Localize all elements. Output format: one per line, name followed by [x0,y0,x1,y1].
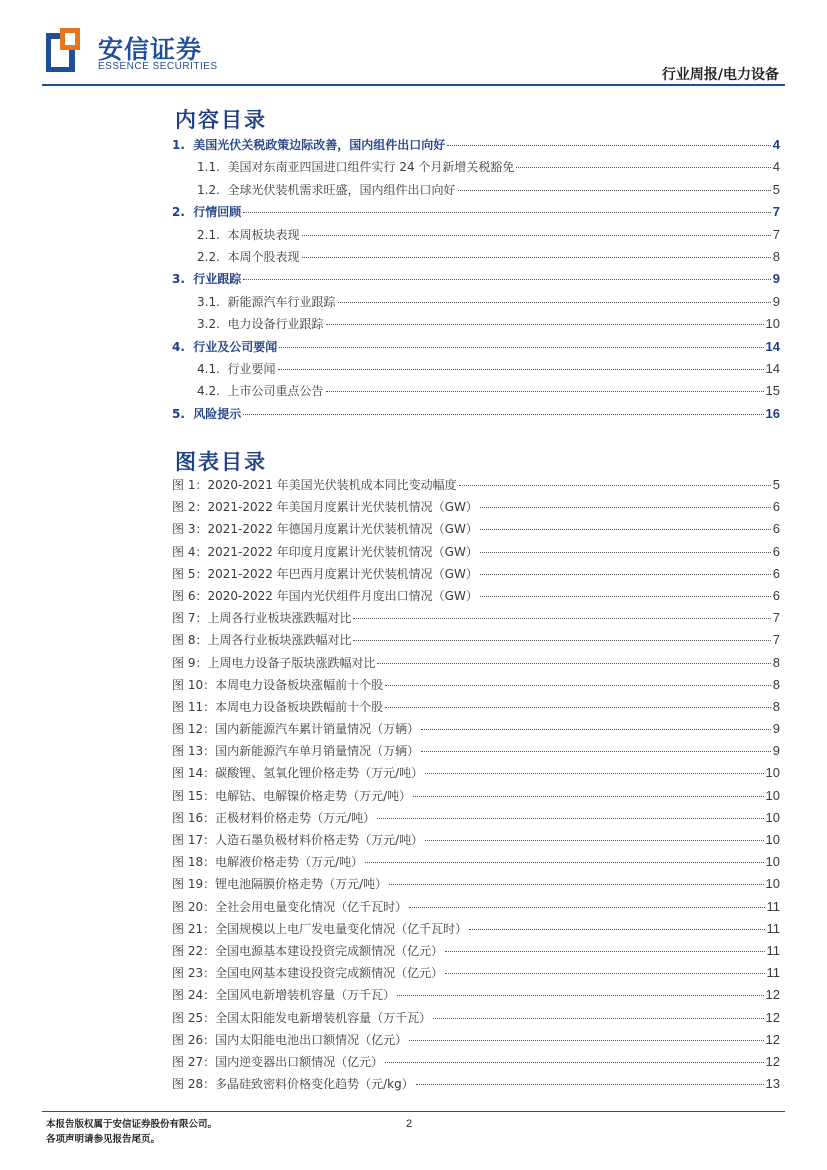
figure-entry-page: 10 [765,765,780,781]
dot-leader [326,391,764,392]
figure-entry-page: 13 [765,1076,780,1092]
figure-entry-label: 图 10： [172,677,216,692]
figure-entry-title: 2021-2022 年巴西月度累计光伏装机情况（GW） [207,566,478,581]
figure-entry[interactable] [172,764,780,786]
footer-copyright: 本报告版权属于安信证券股份有限公司。 [46,1119,218,1130]
toc-entry[interactable] [172,293,780,315]
dot-leader [480,596,771,597]
dot-leader [243,279,770,280]
dot-leader [409,1040,763,1041]
figure-entry-label: 图 23： [172,966,216,981]
figure-entry-page: 12 [765,1031,780,1047]
figure-entry-title: 电解钴、电解镍价格走势（万元/吨） [215,788,412,803]
toc-entry[interactable] [172,405,780,427]
logo-mark-icon [46,28,82,72]
figure-entry[interactable] [172,587,780,609]
figure-entry[interactable] [172,476,780,498]
dot-leader [243,414,763,415]
toc-entry-number: 3.1. [197,294,228,309]
toc-entry-number: 5. [172,406,194,421]
figure-entry-page: 10 [765,854,780,870]
figure-entry-label: 图 25： [172,1010,216,1025]
report-category: 行业周报/电力设备 [661,67,779,83]
figure-entry-page: 11 [766,942,780,958]
figure-entry[interactable] [172,875,780,897]
dot-leader [421,729,771,730]
dot-leader [385,707,771,708]
toc-entry-title: 行情回顾 [193,205,242,220]
figure-entry-label: 图 16： [172,810,216,825]
toc-entry-title: 全球光伏装机需求旺盛，国内组件出口向好 [227,182,456,197]
figure-entry-page: 7 [772,610,780,626]
toc-entry-page: 9 [772,293,780,309]
figure-entry-page: 10 [765,832,780,847]
figure-entry[interactable] [172,654,780,676]
figure-entry-label: 图 18： [172,855,216,870]
figure-entry-page: 5 [772,477,780,492]
toc-entry-page: 15 [765,383,780,399]
figure-entry-label: 图 20： [172,899,216,914]
dot-leader [389,884,763,885]
toc-entry-page: 8 [772,248,780,264]
figure-entry[interactable] [172,720,780,742]
figure-entry[interactable] [172,809,780,831]
figure-entry-page: 6 [772,499,780,515]
figure-entry-page: 12 [765,987,780,1003]
dot-leader [302,257,771,258]
logo-chinese-name: 安信证券 [98,35,203,64]
figure-entry[interactable] [172,831,780,853]
figure-entry-label: 图 11： [172,699,216,714]
dot-leader [516,167,770,168]
figure-entry-label: 图 27： [172,1054,216,1069]
table-of-contents [172,136,780,427]
figure-entry-label: 图 17： [172,833,216,847]
figure-entry-title: 2021-2022 年印度月度累计光伏装机情况（GW） [207,544,478,559]
dot-leader [243,212,770,213]
dot-leader [353,640,770,641]
toc-entry-page: 5 [772,181,780,197]
toc-entry-page: 14 [765,338,780,354]
figure-entry[interactable] [172,986,780,1008]
figure-entry-title: 全国太阳能发电新增装机容量（万千瓦） [215,1010,432,1025]
figure-entry-label: 图 15： [172,788,216,803]
toc-entry-number: 3.2. [197,317,228,332]
dot-leader [416,1084,764,1085]
figure-entry[interactable] [172,853,780,875]
dot-leader [445,951,764,952]
toc-entry-number: 4.1. [197,361,228,376]
toc-entry-page: 10 [765,316,780,332]
dot-leader [409,907,764,908]
dot-leader [397,995,763,996]
figure-entry-page: 8 [772,698,780,714]
figure-entry-title: 国内太阳能电池出口额情况（亿元） [215,1032,408,1047]
figure-entry-title: 本周电力设备板块跌幅前十个股 [215,699,384,714]
toc-entry-title: 行业及公司要闻 [193,339,278,354]
figure-entry[interactable] [172,942,780,964]
figure-entry-title: 2020-2022 年国内光伏组件月度出口情况（GW） [207,588,478,603]
toc-entry[interactable] [172,203,780,225]
toc-entry-page: 14 [765,360,780,376]
figure-entry[interactable] [172,1075,780,1097]
toc-entry[interactable] [172,226,780,248]
figure-entry-title: 2021-2022 年美国月度累计光伏装机情况（GW） [207,500,478,515]
toc-title: 内容目录 [175,108,267,132]
figure-entry-page: 6 [772,543,780,559]
dot-leader [421,751,771,752]
toc-entry[interactable] [172,270,780,292]
figure-entry-title: 2020-2021 年美国光伏装机成本同比变动幅度 [207,478,457,492]
figure-entry[interactable] [172,742,780,764]
figure-entry-page: 6 [772,521,780,537]
figure-entry-title: 全国规模以上电厂发电量变化情况（亿千瓦时） [215,921,468,936]
figure-entry-label: 图 1： [172,478,208,492]
toc-entry-title: 新能源汽车行业跟踪 [227,294,336,309]
dot-leader [480,574,771,575]
figure-entry-title: 全社会用电量变化情况（亿千瓦时） [215,899,408,914]
figure-entry-page: 12 [765,1009,780,1025]
dot-leader [425,840,763,841]
toc-entry-title: 风险提示 [193,406,242,421]
header-divider [42,84,785,86]
dot-leader [326,324,764,325]
figure-entry-title: 正极材料价格走势（万元/吨） [215,810,376,825]
figure-entry-label: 图 14： [172,766,216,781]
figure-entry[interactable] [172,498,780,520]
toc-entry-title: 本周板块表现 [227,227,300,242]
figure-entry-title: 国内新能源汽车单月销量情况（万辆） [215,744,420,759]
dot-leader [480,507,771,508]
figure-entry[interactable] [172,698,780,720]
figure-entry-page: 8 [772,676,780,692]
toc-entry-title: 上市公司重点公告 [227,384,324,399]
figure-list-title: 图表目录 [175,450,267,474]
figure-entry-title: 2021-2022 年德国月度累计光伏装机情况（GW） [207,522,478,537]
figure-entry-label: 图 8： [172,633,208,648]
dot-leader [445,973,764,974]
page-header [0,0,827,90]
figure-entry-page: 11 [766,965,780,981]
dot-leader [480,552,771,553]
toc-entry-page: 16 [765,405,780,421]
toc-entry[interactable] [172,382,780,404]
toc-entry[interactable] [172,181,780,203]
figure-entry-title: 上周各行业板块涨跌幅对比 [207,633,352,648]
figure-entry[interactable] [172,1009,780,1031]
toc-entry-title: 行业要闻 [227,361,276,376]
logo-english-name: ESSENCE SECURITIES [98,61,218,72]
figure-entry-label: 图 7： [172,611,208,626]
figure-entry-page: 10 [765,809,780,825]
figure-entry-label: 图 26： [172,1032,216,1047]
figure-entry-title: 国内新能源汽车累计销量情况（万辆） [215,722,420,737]
figure-entry-page: 10 [765,787,780,803]
figure-entry-title: 全国电源基本建设投资完成额情况（亿元） [215,943,444,958]
figure-entry[interactable] [172,920,780,942]
dot-leader [377,818,763,819]
figure-entry-label: 图 28： [172,1077,216,1092]
figure-entry[interactable] [172,543,780,565]
figure-entry[interactable] [172,787,780,809]
toc-entry-page: 4 [772,159,780,175]
toc-entry-page: 7 [772,204,780,220]
figure-entry-label: 图 22： [172,943,216,958]
dot-leader [385,1062,763,1063]
figure-entry[interactable] [172,609,780,631]
figure-entry[interactable] [172,520,780,542]
page-number: 2 [406,1118,413,1130]
toc-entry[interactable] [172,338,780,360]
dot-leader [480,529,771,530]
figure-entry[interactable] [172,631,780,653]
figure-entry-label: 图 6： [172,588,208,603]
toc-entry-number: 1. [172,138,194,152]
figure-entry-label: 图 5： [172,566,208,581]
figure-list [172,476,780,1097]
toc-entry-number: 2. [172,205,194,220]
footer-disclaimer [46,1117,217,1147]
toc-entry-number: 1.1. [197,160,228,175]
toc-entry[interactable] [172,248,780,270]
figure-entry-page: 6 [772,587,780,603]
dot-leader [447,145,770,146]
toc-entry[interactable] [172,158,780,180]
figure-entry[interactable] [172,676,780,698]
figure-entry-label: 图 24： [172,988,216,1003]
figure-entry-label: 图 13： [172,744,216,759]
figure-entry[interactable] [172,1031,780,1053]
figure-entry-title: 碳酸锂、氢氧化锂价格走势（万元/吨） [215,766,424,781]
figure-entry-page: 7 [772,632,780,648]
toc-entry-number: 4.2. [197,384,228,399]
figure-entry[interactable] [172,898,780,920]
dot-leader [278,369,764,370]
dot-leader [302,235,771,236]
footer-divider [42,1111,785,1112]
figure-entry-page: 9 [772,743,780,759]
figure-entry-title: 上周各行业板块涨跌幅对比 [207,611,352,626]
dot-leader [279,347,763,348]
figure-entry-page: 8 [772,654,780,670]
company-logo [46,28,218,76]
footer-declaration: 各项声明请参见报告尾页。 [46,1134,161,1145]
figure-entry-label: 图 3： [172,522,208,537]
toc-entry-page: 9 [772,271,780,287]
figure-entry-title: 上周电力设备子版块涨跌幅对比 [207,655,376,670]
figure-entry-page: 9 [772,721,780,737]
figure-entry-page: 6 [772,565,780,581]
toc-entry-number: 2.1. [197,227,228,242]
figure-entry-page: 10 [765,876,780,892]
toc-entry[interactable] [172,315,780,337]
toc-entry-page: 7 [772,226,780,242]
figure-entry-title: 多晶硅致密料价格变化趋势（元/kg） [215,1077,414,1092]
dot-leader [458,190,771,191]
toc-entry[interactable] [172,136,780,158]
figure-entry-title: 全国风电新增装机容量（万千瓦） [215,988,396,1003]
toc-entry-number: 2.2. [197,249,228,264]
dot-leader [377,663,770,664]
toc-entry-number: 3. [172,272,194,287]
toc-entry[interactable] [172,360,780,382]
figure-entry-title: 电解液价格走势（万元/吨） [215,855,364,870]
figure-entry[interactable] [172,1053,780,1075]
dot-leader [469,929,764,930]
figure-entry-title: 人造石墨负极材料价格走势（万元/吨） [215,833,424,847]
dot-leader [338,302,771,303]
dot-leader [365,862,763,863]
figure-entry-label: 图 2： [172,500,208,515]
figure-entry-label: 图 19： [172,877,216,892]
toc-entry-title: 行业跟踪 [193,272,242,287]
figure-entry-label: 图 4： [172,544,208,559]
toc-entry-page: 4 [772,137,780,152]
figure-entry-label: 图 21： [172,921,216,936]
toc-entry-title: 美国对东南亚四国进口组件实行 24 个月新增关税豁免 [227,160,515,175]
figure-entry-label: 图 9： [172,655,208,670]
figure-entry-label: 图 12： [172,722,216,737]
figure-entry[interactable] [172,964,780,986]
figure-entry[interactable] [172,565,780,587]
figure-entry-title: 锂电池隔膜价格走势（万元/吨） [215,877,388,892]
figure-entry-page: 11 [766,898,780,914]
toc-entry-number: 1.2. [197,182,228,197]
figure-entry-title: 全国电网基本建设投资完成额情况（亿元） [215,966,444,981]
dot-leader [413,796,763,797]
toc-entry-title: 本周个股表现 [227,249,300,264]
toc-entry-title: 美国光伏关税政策边际改善，国内组件出口向好 [193,138,446,152]
toc-entry-title: 电力设备行业跟踪 [227,317,324,332]
dot-leader [459,485,771,486]
figure-entry-title: 国内逆变器出口额情况（亿元） [215,1054,384,1069]
dot-leader [385,685,771,686]
dot-leader [433,1018,763,1019]
figure-entry-page: 12 [765,1053,780,1069]
dot-leader [425,773,763,774]
figure-entry-title: 本周电力设备板块涨幅前十个股 [215,677,384,692]
figure-entry-page: 11 [766,920,780,936]
dot-leader [353,618,770,619]
toc-entry-number: 4. [172,339,194,354]
